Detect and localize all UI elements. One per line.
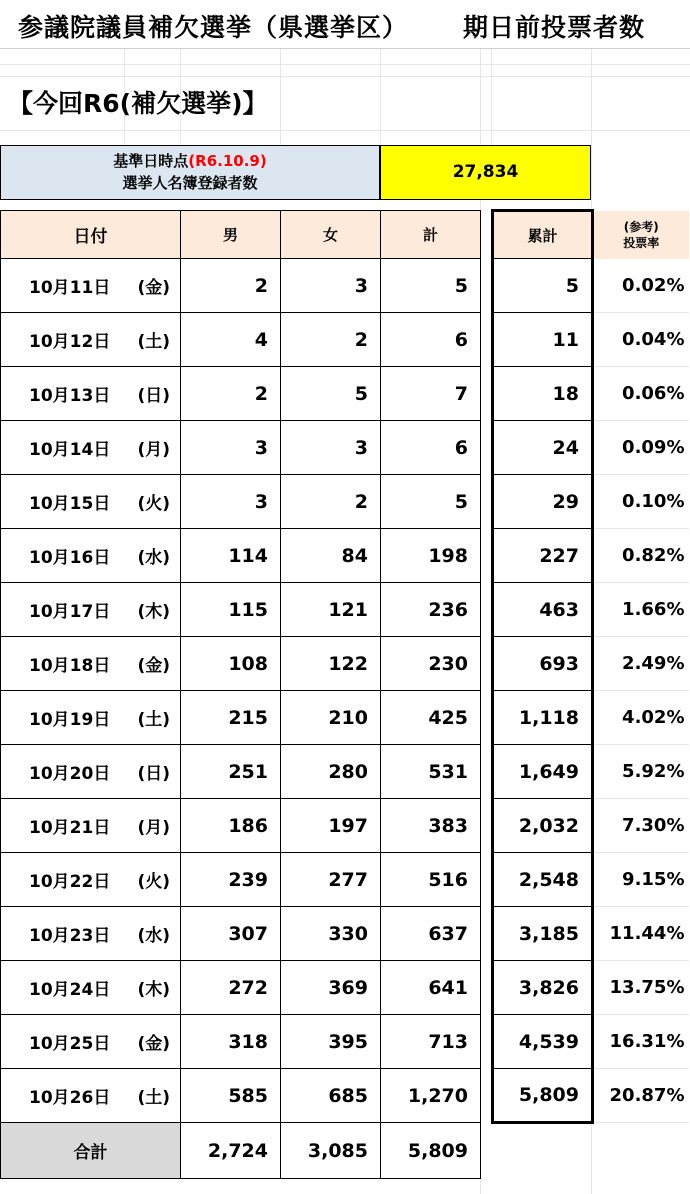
grid-line bbox=[0, 64, 690, 65]
total-cell: 6 bbox=[381, 421, 481, 475]
date-cell bbox=[1, 1015, 181, 1069]
date-cell bbox=[1, 313, 181, 367]
date-text: 10月25日 bbox=[29, 1034, 111, 1054]
totals-male: 2,724 bbox=[181, 1123, 281, 1179]
female-cell: 685 bbox=[281, 1069, 381, 1123]
rate-cell: 1.66% bbox=[593, 583, 689, 637]
female-cell: 280 bbox=[281, 745, 381, 799]
date-cell bbox=[1, 421, 181, 475]
male-cell: 585 bbox=[181, 1069, 281, 1123]
date-text: 10月13日 bbox=[29, 386, 111, 406]
male-cell: 3 bbox=[181, 421, 281, 475]
base-date: (R6.10.9) bbox=[188, 152, 267, 170]
header-rate-line2: 投票率 bbox=[623, 235, 660, 250]
male-cell: 2 bbox=[181, 259, 281, 313]
gap-cell bbox=[481, 1015, 493, 1069]
weekday-text: (土) bbox=[137, 332, 170, 352]
male-cell: 215 bbox=[181, 691, 281, 745]
grid-line bbox=[0, 130, 690, 131]
female-cell: 395 bbox=[281, 1015, 381, 1069]
rate-cell: 5.92% bbox=[593, 745, 689, 799]
grid-line bbox=[380, 48, 381, 148]
table-row bbox=[1, 691, 689, 745]
header-female: 女 bbox=[281, 211, 381, 259]
gap-cell bbox=[481, 745, 493, 799]
weekday-text: (火) bbox=[137, 872, 170, 892]
grid-line bbox=[491, 48, 492, 148]
male-cell: 114 bbox=[181, 529, 281, 583]
total-cell: 516 bbox=[381, 853, 481, 907]
total-cell: 425 bbox=[381, 691, 481, 745]
rate-cell: 9.15% bbox=[593, 853, 689, 907]
male-cell: 272 bbox=[181, 961, 281, 1015]
date-text: 10月11日 bbox=[29, 278, 111, 298]
total-cell: 383 bbox=[381, 799, 481, 853]
table-header-row bbox=[1, 211, 689, 259]
female-cell: 5 bbox=[281, 367, 381, 421]
weekday-text: (金) bbox=[137, 656, 170, 676]
female-cell: 330 bbox=[281, 907, 381, 961]
female-cell: 197 bbox=[281, 799, 381, 853]
date-text: 10月23日 bbox=[29, 926, 111, 946]
cumulative-cell: 2,548 bbox=[493, 853, 593, 907]
empty-cell bbox=[593, 1123, 689, 1179]
male-cell: 115 bbox=[181, 583, 281, 637]
gap-cell bbox=[481, 637, 493, 691]
totals-row bbox=[1, 1123, 689, 1179]
date-cell bbox=[1, 583, 181, 637]
page-title bbox=[0, 0, 690, 49]
male-cell: 251 bbox=[181, 745, 281, 799]
cumulative-cell: 11 bbox=[493, 313, 593, 367]
table-row bbox=[1, 637, 689, 691]
date-cell bbox=[1, 907, 181, 961]
weekday-text: (金) bbox=[137, 278, 170, 298]
cumulative-cell: 24 bbox=[493, 421, 593, 475]
male-cell: 186 bbox=[181, 799, 281, 853]
totals-label: 合計 bbox=[1, 1123, 181, 1179]
male-cell: 3 bbox=[181, 475, 281, 529]
header-cumulative: 累計 bbox=[493, 211, 593, 259]
total-cell: 713 bbox=[381, 1015, 481, 1069]
weekday-text: (木) bbox=[137, 602, 170, 622]
male-cell: 307 bbox=[181, 907, 281, 961]
date-cell bbox=[1, 745, 181, 799]
date-text: 10月17日 bbox=[29, 602, 111, 622]
table-row bbox=[1, 907, 689, 961]
registered-voters-value: 27,834 bbox=[380, 145, 591, 200]
date-cell bbox=[1, 1069, 181, 1123]
total-cell: 5 bbox=[381, 259, 481, 313]
gap-cell bbox=[481, 367, 493, 421]
date-cell bbox=[1, 367, 181, 421]
cumulative-cell: 5 bbox=[493, 259, 593, 313]
cumulative-cell: 3,185 bbox=[493, 907, 593, 961]
rate-cell: 20.87% bbox=[593, 1069, 689, 1123]
gap-cell bbox=[481, 259, 493, 313]
cumulative-cell: 3,826 bbox=[493, 961, 593, 1015]
section-label: 【今回R6(補欠選挙)】 bbox=[8, 89, 268, 118]
table-row bbox=[1, 853, 689, 907]
table-row bbox=[1, 583, 689, 637]
cumulative-cell: 227 bbox=[493, 529, 593, 583]
rate-cell: 16.31% bbox=[593, 1015, 689, 1069]
table-row bbox=[1, 313, 689, 367]
header-male: 男 bbox=[181, 211, 281, 259]
table-row bbox=[1, 529, 689, 583]
rate-cell: 0.04% bbox=[593, 313, 689, 367]
cumulative-cell: 29 bbox=[493, 475, 593, 529]
gap-cell bbox=[481, 583, 493, 637]
total-cell: 5 bbox=[381, 475, 481, 529]
gap-cell bbox=[481, 475, 493, 529]
weekday-text: (木) bbox=[137, 980, 170, 1000]
base-label bbox=[0, 145, 380, 200]
date-text: 10月20日 bbox=[29, 764, 111, 784]
header-rate-line1: (参考) bbox=[623, 219, 659, 234]
cumulative-cell: 18 bbox=[493, 367, 593, 421]
rate-cell: 0.02% bbox=[593, 259, 689, 313]
female-cell: 84 bbox=[281, 529, 381, 583]
female-cell: 3 bbox=[281, 421, 381, 475]
total-cell: 531 bbox=[381, 745, 481, 799]
rate-cell: 0.09% bbox=[593, 421, 689, 475]
gap-cell bbox=[481, 211, 493, 259]
date-text: 10月15日 bbox=[29, 494, 111, 514]
cumulative-cell: 5,809 bbox=[493, 1069, 593, 1123]
total-cell: 236 bbox=[381, 583, 481, 637]
date-cell bbox=[1, 475, 181, 529]
date-text: 10月14日 bbox=[29, 440, 111, 460]
table-row bbox=[1, 799, 689, 853]
totals-total: 5,809 bbox=[381, 1123, 481, 1179]
cumulative-cell: 463 bbox=[493, 583, 593, 637]
date-text: 10月18日 bbox=[29, 656, 111, 676]
male-cell: 318 bbox=[181, 1015, 281, 1069]
date-cell bbox=[1, 691, 181, 745]
table-row bbox=[1, 421, 689, 475]
weekday-text: (日) bbox=[137, 386, 170, 406]
cumulative-cell: 1,118 bbox=[493, 691, 593, 745]
table-row bbox=[1, 259, 689, 313]
empty-cell bbox=[493, 1123, 593, 1179]
total-cell: 1,270 bbox=[381, 1069, 481, 1123]
female-cell: 2 bbox=[281, 313, 381, 367]
gap-cell bbox=[481, 691, 493, 745]
gap-cell bbox=[481, 961, 493, 1015]
title-main: 参議院議員補欠選挙（県選挙区） bbox=[18, 13, 409, 42]
gap-cell bbox=[481, 1069, 493, 1123]
date-text: 10月22日 bbox=[29, 872, 111, 892]
weekday-text: (水) bbox=[137, 548, 170, 568]
date-cell bbox=[1, 961, 181, 1015]
rate-cell: 13.75% bbox=[593, 961, 689, 1015]
gap-cell bbox=[481, 799, 493, 853]
header-total: 計 bbox=[381, 211, 481, 259]
female-cell: 2 bbox=[281, 475, 381, 529]
female-cell: 277 bbox=[281, 853, 381, 907]
rate-cell: 11.44% bbox=[593, 907, 689, 961]
female-cell: 369 bbox=[281, 961, 381, 1015]
total-cell: 6 bbox=[381, 313, 481, 367]
table-row bbox=[1, 961, 689, 1015]
table-row bbox=[1, 367, 689, 421]
total-cell: 641 bbox=[381, 961, 481, 1015]
rate-cell: 4.02% bbox=[593, 691, 689, 745]
gap-cell bbox=[481, 1123, 493, 1179]
weekday-text: (金) bbox=[137, 1034, 170, 1054]
base-label-prefix: 基準日時点 bbox=[113, 152, 189, 170]
male-cell: 108 bbox=[181, 637, 281, 691]
total-cell: 230 bbox=[381, 637, 481, 691]
date-text: 10月21日 bbox=[29, 818, 111, 838]
weekday-text: (月) bbox=[137, 818, 170, 838]
early-voting-table bbox=[0, 209, 689, 1179]
rate-cell: 2.49% bbox=[593, 637, 689, 691]
female-cell: 3 bbox=[281, 259, 381, 313]
male-cell: 2 bbox=[181, 367, 281, 421]
title-sub: 期日前投票者数 bbox=[463, 13, 646, 42]
weekday-text: (土) bbox=[137, 1088, 170, 1108]
cumulative-cell: 4,539 bbox=[493, 1015, 593, 1069]
date-text: 10月19日 bbox=[29, 710, 111, 730]
grid-line bbox=[0, 76, 690, 77]
gap-cell bbox=[481, 313, 493, 367]
date-cell bbox=[1, 637, 181, 691]
total-cell: 198 bbox=[381, 529, 481, 583]
rate-cell: 0.82% bbox=[593, 529, 689, 583]
weekday-text: (土) bbox=[137, 710, 170, 730]
gap-cell bbox=[481, 853, 493, 907]
gap-cell bbox=[481, 421, 493, 475]
weekday-text: (日) bbox=[137, 764, 170, 784]
date-text: 10月16日 bbox=[29, 548, 111, 568]
date-text: 10月26日 bbox=[29, 1088, 111, 1108]
male-cell: 4 bbox=[181, 313, 281, 367]
rate-cell: 7.30% bbox=[593, 799, 689, 853]
table-row bbox=[1, 475, 689, 529]
gap-cell bbox=[481, 529, 493, 583]
table-row bbox=[1, 1069, 689, 1123]
totals-female: 3,085 bbox=[281, 1123, 381, 1179]
cumulative-cell: 2,032 bbox=[493, 799, 593, 853]
female-cell: 122 bbox=[281, 637, 381, 691]
gap-cell bbox=[481, 907, 493, 961]
date-cell bbox=[1, 259, 181, 313]
table-row bbox=[1, 745, 689, 799]
header-date: 日付 bbox=[1, 211, 181, 259]
date-text: 10月24日 bbox=[29, 980, 111, 1000]
weekday-text: (水) bbox=[137, 926, 170, 946]
female-cell: 210 bbox=[281, 691, 381, 745]
cumulative-cell: 693 bbox=[493, 637, 593, 691]
date-text: 10月12日 bbox=[29, 332, 111, 352]
weekday-text: (火) bbox=[137, 494, 170, 514]
male-cell: 239 bbox=[181, 853, 281, 907]
date-cell bbox=[1, 799, 181, 853]
total-cell: 637 bbox=[381, 907, 481, 961]
date-cell bbox=[1, 529, 181, 583]
header-rate bbox=[593, 211, 689, 259]
table-row bbox=[1, 1015, 689, 1069]
weekday-text: (月) bbox=[137, 440, 170, 460]
rate-cell: 0.10% bbox=[593, 475, 689, 529]
total-cell: 7 bbox=[381, 367, 481, 421]
rate-cell: 0.06% bbox=[593, 367, 689, 421]
female-cell: 121 bbox=[281, 583, 381, 637]
cumulative-cell: 1,649 bbox=[493, 745, 593, 799]
base-label-line2: 選挙人名簿登録者数 bbox=[122, 174, 258, 192]
date-cell bbox=[1, 853, 181, 907]
grid-line bbox=[280, 48, 281, 148]
